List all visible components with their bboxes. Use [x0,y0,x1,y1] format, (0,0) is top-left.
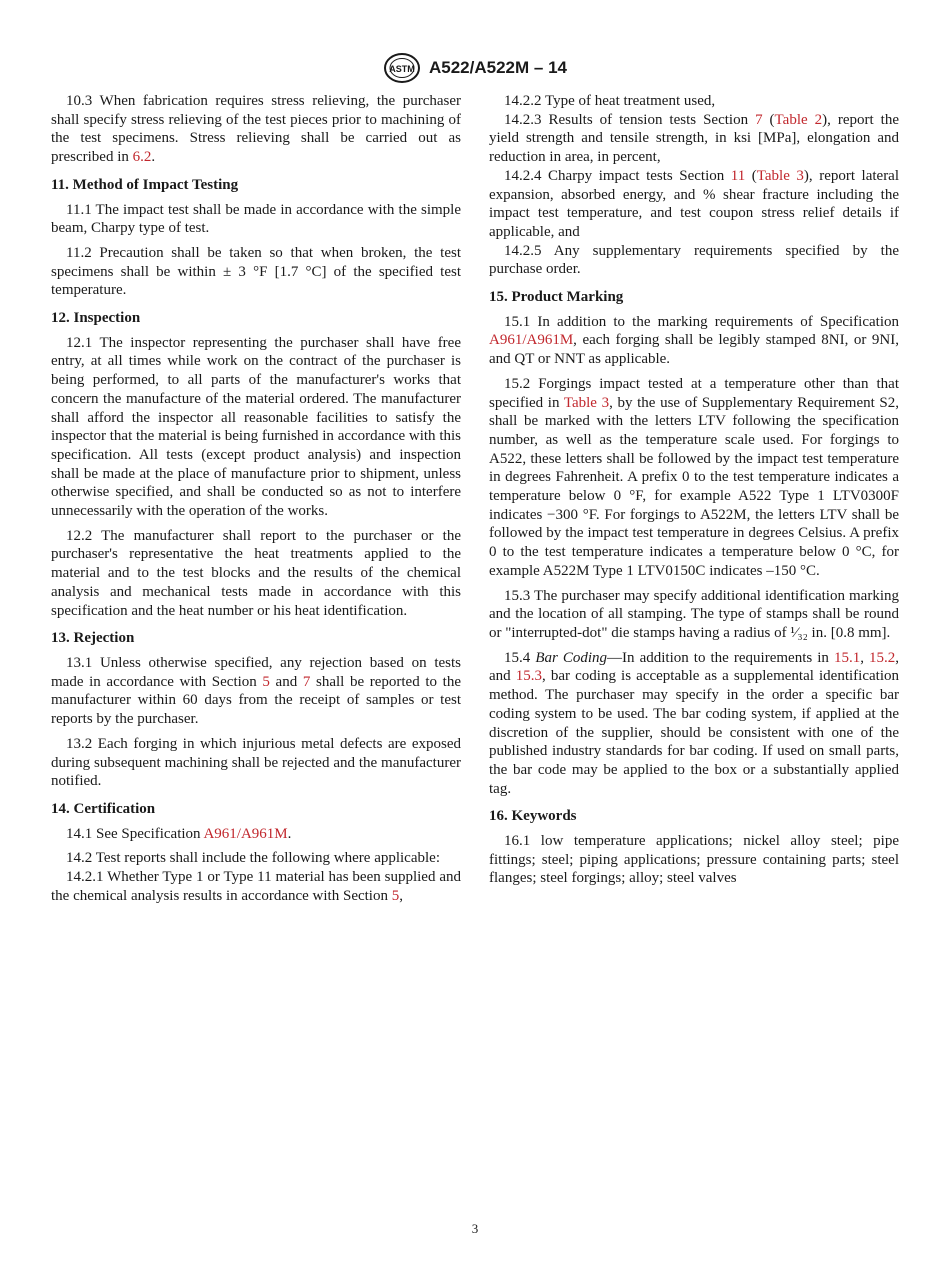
link-table-3[interactable]: Table 3 [756,167,804,184]
link-6-2[interactable]: 6.2 [132,149,152,166]
paragraph-14-1 [51,825,461,844]
link-section-7[interactable]: 7 [302,673,311,690]
p15-4-b: , [860,649,870,666]
p14-2-3-a: 14.2.3 Results of tension tests Section [504,111,756,128]
paragraph-15-2 [489,375,899,581]
p15-2-a: 15.2 Forgings impact tested at a temperature other than that specified in [489,375,899,411]
p14-2-1-b: , [399,887,403,904]
p10-3-end: . [151,149,156,166]
p13-1-c: shall be reported to the manufacturer within 60 days from the receipt of samples or test reports by the purchaser. [51,673,461,728]
link-15-3[interactable]: 15.3 [515,668,543,685]
page-number: 3 [471,1221,479,1236]
paragraph-14-2-2: 14.2.2 Type of heat treatment used, [504,93,716,109]
p15-2-b: , by the use of Supplementary Requirement S2, shall be marked with the letters LTV following the specification number, as well as the temperature scale used. For forgings to A522, these letters shall be followed by the impact test temperature in degrees Fahrenheit. A prefix 0 to the test temperature indicates a temperature below 0 °F, for example A522 Type 1 LTV0300F indicates −300 °F. For forgings to A522M, the letters LTV shall be followed by the impact test temperature in degrees Celsius. A prefix 0 to the test temperature indicates a temperature below 0 °C, for example A522M Type 1 LTV0150C indicates –150 °C. [489,394,899,579]
paragraph-15-3: 15.3 The purchaser may specify additional identification marking and the location of all stamping. The type of stamps shall be round or "interrupted-dot" die stamps having a radius of ¹⁄₃₂ in. [0.8 mm]. [489,587,899,641]
paragraph-14-2: 14.2 Test reports shall include the following where applicable: [66,850,440,867]
p14-2-3-c: ), report the yield strength and tensile strength, in ksi [MPa], elongation and reduction in area, in percent, [489,111,899,166]
p15-1-b: , each forging shall be legibly stamped 8NI, or 9NI, and QT or NNT as applicable. [489,332,899,368]
p15-4-a: —In addition to the requirements in [607,649,834,666]
link-a961[interactable]: A961/A961M [203,825,288,842]
p14-2-3-b: ( [762,111,775,128]
heading-section-13: 13. Rejection [51,630,135,647]
astm-logo-icon [383,52,421,84]
heading-section-16: 16. Keywords [489,808,577,825]
paragraph-11-1: 11.1 The impact test shall be made in accordance with the simple beam, Charpy type of test. [51,201,461,237]
paragraph-15-1 [489,313,899,369]
paragraph-16-1: 16.1 low temperature applications; nickel alloy steel; pipe fittings; steel; piping applications; pressure containing parts; steel flanges; steel forgings; alloy; steel valves [489,833,899,887]
paragraph-14-2-1 [51,868,461,905]
paragraph-13-2: 13.2 Each forging in which injurious metal defects are exposed during subsequent machining shall be rejected and the manufacturer notified. [51,735,461,790]
p15-1-a: 15.1 In addition to the marking requirements of Specification [504,313,899,330]
left-column [51,92,461,911]
paragraph-11-2: 11.2 Precaution shall be taken so that when broken, the test specimens shall be within ± 3 °F [1.7 °C] of the specified test temperature. [51,244,461,299]
paragraph-14-2-3 [489,111,899,167]
heading-section-14: 14. Certification [51,800,156,817]
link-section-11[interactable]: 11 [730,167,746,184]
p15-4-c: , and [489,649,900,685]
p14-2-4-a: 14.2.4 Charpy impact tests Section [504,167,731,184]
page-header [0,52,950,84]
p13-1-a: 13.1 Unless otherwise specified, any rejection based on tests made in accordance with Section [51,654,461,690]
paragraph-12-1: 12.1 The inspector representing the purchaser shall have free entry, at all times while work on the contract of the purchaser is being performed, to all parts of the manufacturer's works that concern the manufacture of the material ordered. The manufacturer shall afford the inspector all reasonable facilities to satisfy the inspector that the material is being furnished in accordance with this specification. All tests (except product analysis) and inspection shall be made at the place of manufacture prior to shipment, unless otherwise specified, and shall be conducted so as not to interfere unnecessarily with the operation of the works. [51,334,461,520]
right-column [489,92,899,894]
link-15-1[interactable]: 15.1 [833,649,861,666]
paragraph-10-3 [51,92,461,167]
paragraph-15-4 [489,649,899,799]
link-15-2[interactable]: 15.2 [869,649,896,666]
paragraph-12-2: 12.2 The manufacturer shall report to the purchaser or the purchaser's representative the heat treatments applied to the material and to the test blocks and the results of the chemical analysis and mechanical tests made in accordance with this specification and the heat number or his heat identification. [51,527,461,619]
link-a961[interactable]: A961/A961M [489,332,574,349]
p15-4-title: Bar Coding [535,649,608,666]
link-section-7[interactable]: 7 [755,111,763,128]
paragraph-14-2-5: 14.2.5 Any supplementary requirements specified by the purchase order. [489,242,899,278]
p14-2-4-b: ( [745,167,757,184]
document-designation: A522/A522M – 14 [429,58,567,77]
p15-4-d: , bar coding is acceptable as a supplemental identification method. The purchaser may specify in the order a specific bar coding system to be used. The bar coding system, if applied at the discretion of the supplier, should be consistent with one of the published industry standards for bar coding. If used on small parts, the bar code may be applied to the box or a substantially applied tag. [489,668,899,797]
link-section-5[interactable]: 5 [262,673,270,690]
paragraph-14-2-4 [489,167,899,242]
link-section-5[interactable]: 5 [391,887,400,904]
link-table-2[interactable]: Table 2 [774,111,823,128]
p14-1-a: 14.1 See Specification [66,825,204,842]
p14-1-b: . [287,825,292,842]
logo-text: ASTM [389,64,415,74]
p14-2-4-c: ), report lateral expansion, absorbed energy, and % shear fracture including the impact test temperature, and test coupon stress relief details if applicable, and [489,167,900,240]
p13-1-b: and [269,673,303,690]
heading-section-12: 12. Inspection [51,310,141,327]
paragraph-13-1 [51,654,461,729]
heading-section-15: 15. Product Marking [489,289,624,306]
link-table-3[interactable]: Table 3 [563,394,610,411]
p15-4-num: 15.4 [504,649,536,666]
heading-section-11: 11. Method of Impact Testing [51,176,239,193]
p10-3-text: 10.3 When fabrication requires stress relieving, the purchaser shall specify stress relieving of the test pieces prior to machining of the test specimens. Stress relieving shall be carried out as prescribed in [51,93,461,166]
p14-2-1-a: 14.2.1 Whether Type 1 or Type 11 material has been supplied and the chemical analysis results in accordance with Section [51,869,461,904]
